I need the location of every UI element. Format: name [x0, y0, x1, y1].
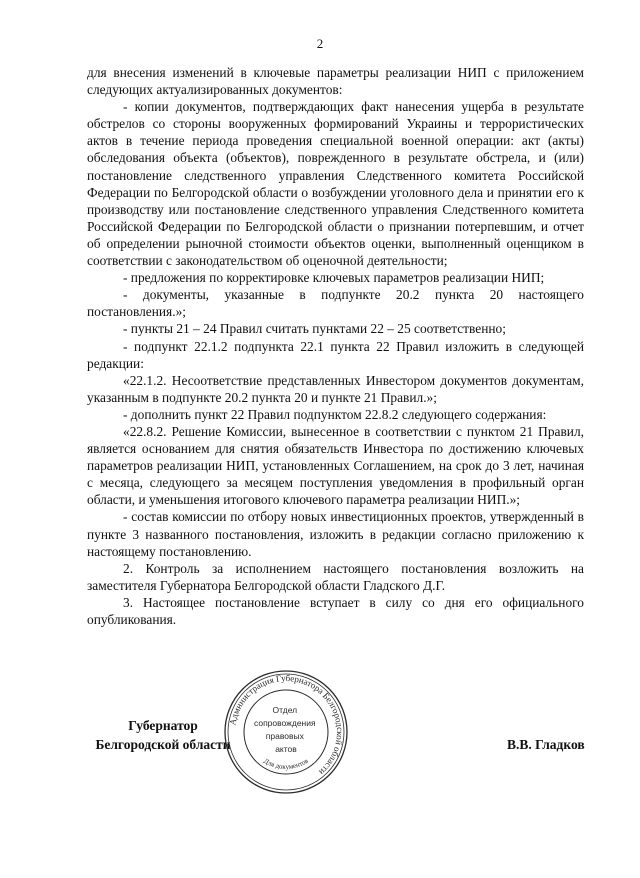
signatory-position-line2: Белгородской области: [95, 737, 231, 752]
paragraph: - копии документов, подтверждающих факт нанесения ущерба в результате обстрелов со стороны вооруженных формирований Украины и террористических актов в течение периода проведения специальной военной операции: акт (акты) обследования объекта (объектов), поврежденного в результате обстрела, и (или) постановление следственного управления Следственного комитета Российской Федерации по Белгородской области о возбуждении уголовного дела и принятии его к производству или постановление следственного управления Следственного комитета Российской Федерации по Белгородской области о признании потерпевшим, и отчет об определении рыночной стоимости объектов оценки, выполненный оценщиком в соответствии с законодательством об оценочной деятельности;: [87, 99, 584, 269]
page-number: 2: [316, 36, 324, 51]
stamp-center-text: Отдел сопровождения правовых актов: [254, 705, 316, 754]
paragraph: «22.1.2. Несоответствие представленных Инвестором документов документам, указанным в подпункте 20.2 пункта 20 и пункте 21 Правил.»;: [87, 372, 584, 405]
paragraph: 2. Контроль за исполнением настоящего постановления возложить на заместителя Губернатора Белгородской области Гладского Д.Г.: [87, 560, 584, 593]
paragraph: - дополнить пункт 22 Правил подпунктом 22.8.2 следующего содержания:: [123, 406, 547, 422]
signatory-name: В.В. Гладков: [507, 737, 585, 752]
paragraph: - пункты 21 – 24 Правил считать пунктами 22 – 25 соответственно;: [123, 321, 506, 337]
official-stamp: [222, 668, 350, 796]
paragraph: - подпункт 22.1.2 подпункта 22.1 пункта 22 Правил изложить в следующей редакции:: [87, 338, 584, 371]
stamp-bottom-text: Для документов: [262, 756, 310, 771]
paragraph: - состав комиссии по отбору новых инвестиционных проектов, утвержденный в пункте 3 названного постановления, изложить в редакции согласно приложению к настоящему постановлению.: [87, 509, 584, 559]
signatory-position: [88, 716, 238, 754]
stamp-ring-text: Администрация Губернатора Белгородской области: [227, 672, 346, 778]
signatory-position-line1: Губернатор: [128, 718, 198, 733]
paragraph: «22.8.2. Решение Комиссии, вынесенное в соответствии с пунктом 21 Правил, является основанием для снятия обязательств Инвестора по достижению ключевых параметров реализации НИП, установленных Соглашением, на срок до 3 лет, начиная с месяца, следующего за месяцем поступления уведомления в профильный орган области, и уменьшения итогового ключевого параметра реализации НИП.»;: [87, 423, 584, 508]
paragraph: для внесения изменений в ключевые параметры реализации НИП с приложением следующих актуализированных документов:: [87, 65, 584, 98]
paragraph: - предложения по корректировке ключевых параметров реализации НИП;: [123, 270, 545, 286]
document-body: [87, 64, 584, 628]
paragraph: 3. Настоящее постановление вступает в силу со дня его официального опубликования.: [87, 594, 584, 627]
paragraph: - документы, указанные в подпункте 20.2 пункта 20 настоящего постановления.»;: [87, 287, 584, 320]
